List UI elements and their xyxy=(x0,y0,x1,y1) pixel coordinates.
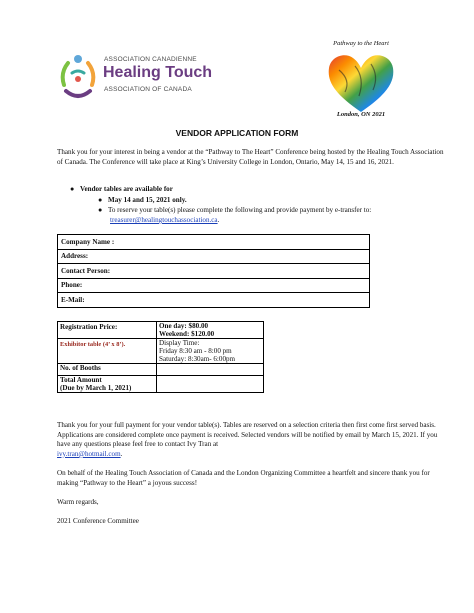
badge-title: Pathway to the Heart xyxy=(333,40,389,47)
signature-text: 2021 Conference Committee xyxy=(57,517,139,525)
badge-location: London, ON 2021 xyxy=(336,111,386,118)
email-suffix: . xyxy=(217,216,220,224)
sub-bullet-dates xyxy=(98,196,187,206)
address-field[interactable]: Address: xyxy=(58,249,370,264)
sub-bullet-reserve-text: To reserve your table(s) please complete the following and provide payment by e-transfer to: xyxy=(108,206,372,214)
one-day-price: One day: $80.00 xyxy=(159,322,209,330)
sub-bullet-dates-text: May 14 and 15, 2021 only. xyxy=(108,196,187,204)
treasurer-email-line xyxy=(110,216,219,226)
registration-table xyxy=(57,321,264,393)
thank-you-paragraph: On behalf of the Healing Touch Association of Canada and the London Organizing Committee a heartfelt and sincere thank you for making “Pathway to the Heart” a joyous success! xyxy=(57,469,430,487)
contact-email-link[interactable]: ivy.tran@hotmail.com xyxy=(57,449,121,458)
contact-suffix: . xyxy=(120,449,123,458)
payment-text: Thank you for your full payment for your vendor table(s). Tables are reserved on a selection criteria then first come first served basis. Applications are considered complete once payment is received. Selected vendors will be notified by email by March 15, 2021. If you have any questions please feel free to contact Ivy Tran at xyxy=(57,421,438,449)
closing-text: Warm regards, xyxy=(57,498,99,506)
due-date-label: (Due by March 1, 2021) xyxy=(60,384,132,392)
logo-line-3: ASSOCIATION OF CANADA xyxy=(104,86,192,93)
bullet-vendor-tables xyxy=(70,185,173,193)
treasurer-email-link[interactable]: treasurer@healingtouchassociation.ca xyxy=(110,216,218,224)
display-time-label: Display Time: xyxy=(159,339,200,347)
payment-paragraph xyxy=(57,421,449,459)
email-field[interactable]: E-Mail: xyxy=(58,293,370,308)
page-title: VENDOR APPLICATION FORM xyxy=(175,128,299,138)
registration-price-label: Registration Price: xyxy=(58,322,157,339)
total-amount-label: Total Amount xyxy=(60,376,102,384)
vendor-info-table xyxy=(57,234,370,308)
bullet-main-text: Vendor tables are available for xyxy=(80,185,173,193)
logo-line-1: ASSOCIATION CANADIENNE xyxy=(104,56,197,63)
weekend-price: Weekend: $120.00 xyxy=(159,330,215,338)
phone-field[interactable]: Phone: xyxy=(58,278,370,293)
exhibitor-table-label: Exhibitor table (4’ x 8’). xyxy=(58,339,157,364)
bullet-icon: ● xyxy=(70,185,75,193)
company-name-field[interactable]: Company Name : xyxy=(58,235,370,250)
logo-name: Healing Touch xyxy=(103,64,213,81)
bullet-icon: ● xyxy=(98,196,103,204)
bullet-icon: ● xyxy=(98,206,103,214)
contact-person-field[interactable]: Contact Person: xyxy=(58,264,370,279)
friday-hours: Friday 8:30 am - 8:00 pm xyxy=(159,347,232,355)
total-amount-input[interactable] xyxy=(157,376,264,393)
intro-paragraph: Thank you for your interest in being a vendor at the “Pathway to The Heart” Conference being hosted by the Healing Touch Association of Canada. The Conference will take place at King’s University College in London, Ontario, May 14, 15 and 16, 2021. xyxy=(57,148,444,166)
sub-bullet-reserve xyxy=(98,206,458,216)
rainbow-heart-icon xyxy=(325,50,397,114)
healing-touch-logo-icon xyxy=(58,53,98,103)
price-cell xyxy=(157,322,264,339)
booths-label: No. of Booths xyxy=(58,364,157,376)
booths-input[interactable] xyxy=(157,364,264,376)
display-time-cell xyxy=(157,339,264,364)
saturday-hours: Saturday: 8:30am- 6:00pm xyxy=(159,355,236,363)
total-amount-cell xyxy=(58,376,157,393)
